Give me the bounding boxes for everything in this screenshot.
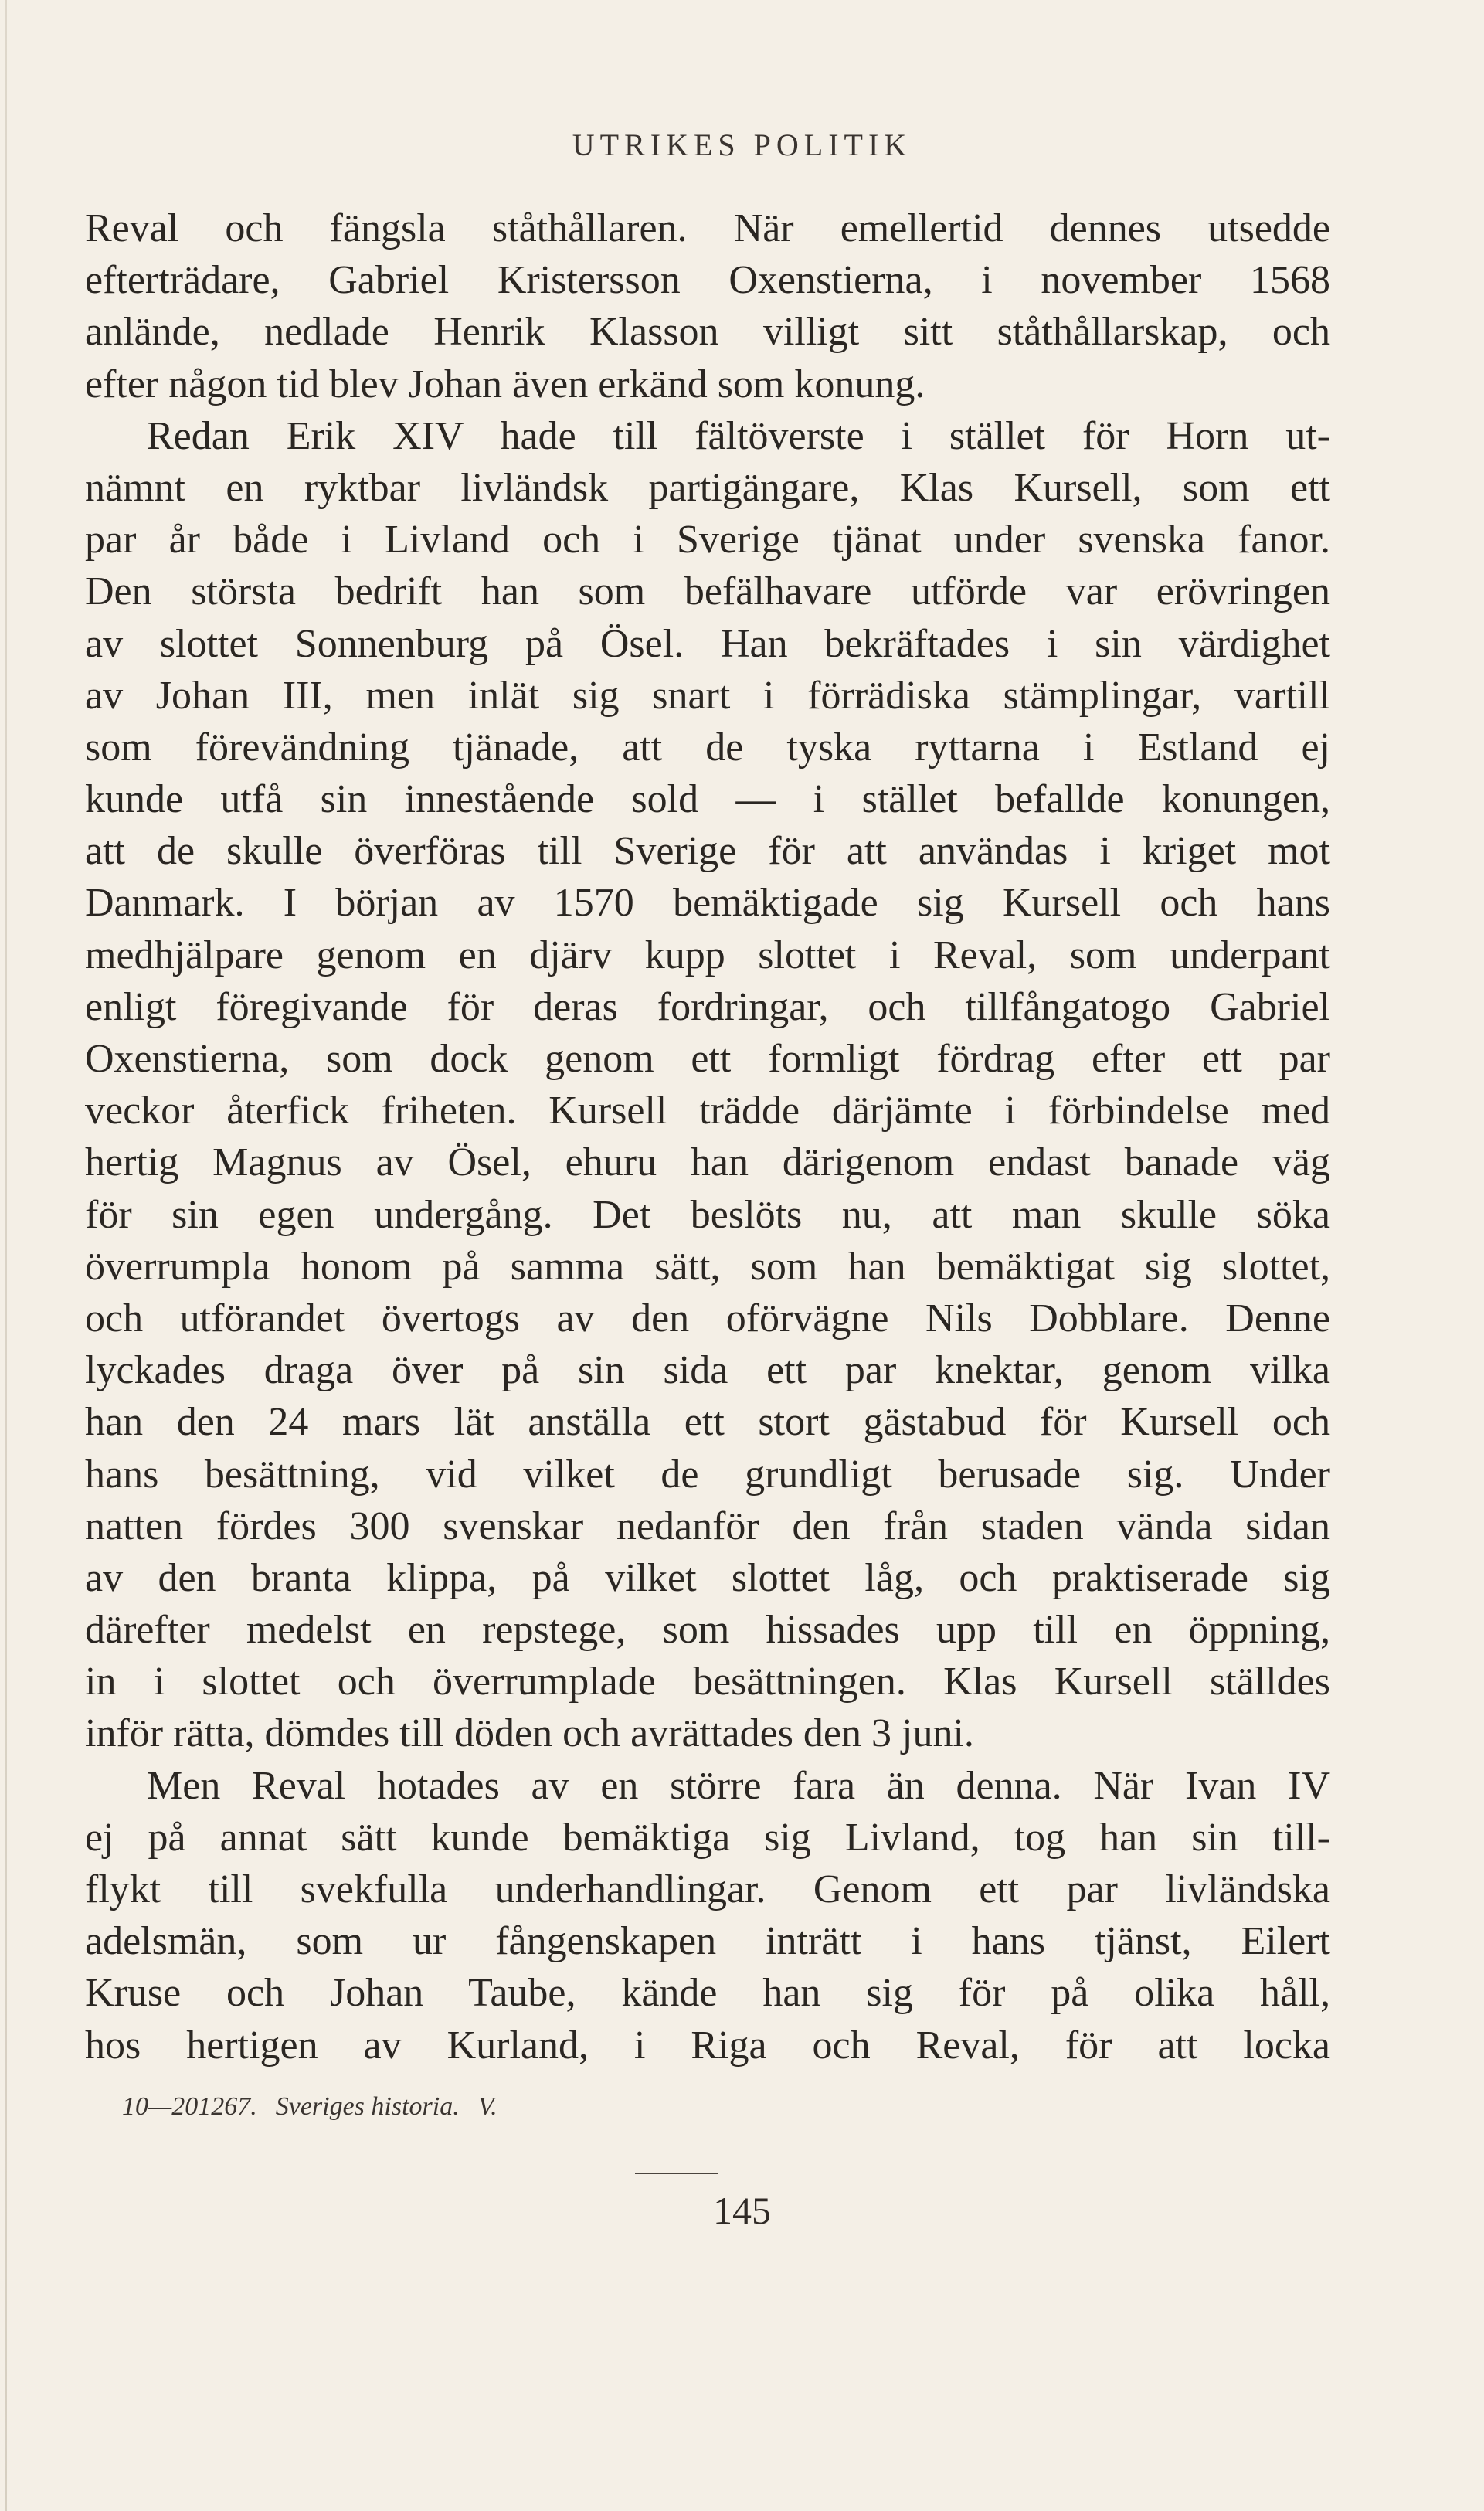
signature-mark xyxy=(122,2092,497,2122)
text-line: därefter medelst en repstege, som hissades upp till en öppning, xyxy=(85,1608,1330,1653)
text-line: par år både i Livland och i Sverige tjänat under svenska fanor. xyxy=(85,518,1330,562)
text-line: av Johan III, men inlät sig snart i förrädiska stämplingar, vartill xyxy=(85,673,1330,718)
text-line: av den branta klippa, på vilket slottet låg, och praktiserade sig xyxy=(85,1555,1330,1600)
text-line: att de skulle överföras till Sverige för att användas i kriget mot xyxy=(85,829,1330,874)
text-line: Den största bedrift han som befälhavare utförde var erövringen xyxy=(85,569,1330,614)
running-head: UTRIKES POLITIK xyxy=(572,127,912,162)
text-line: överrumpla honom på samma sätt, som han bemäktigat sig slottet, xyxy=(85,1244,1330,1289)
text-line: kunde utfå sin innestående sold — i stället befallde konungen, xyxy=(85,777,1330,822)
text-line: nämnt en ryktbar livländsk partigängare, Klas Kursell, som ett xyxy=(85,465,1330,510)
text-line: anlände, nedlade Henrik Klasson villigt sitt ståthållarskap, och xyxy=(85,310,1330,355)
text-line: hans besättning, vid vilket de grundligt berusade sig. Under xyxy=(85,1452,1330,1497)
text-line: han den 24 mars lät anställa ett stort gästabud för Kursell och xyxy=(85,1400,1330,1445)
signature-number: 10—201267. xyxy=(122,2092,257,2121)
text-line: Men Reval hotades av en större fara än denna. När Ivan IV xyxy=(147,1763,1330,1808)
text-line: efterträdare, Gabriel Kristersson Oxenstierna, i november 1568 xyxy=(85,258,1330,303)
text-line: hertig Magnus av Ösel, ehuru han därigenom endast banade väg xyxy=(85,1140,1330,1185)
text-line: natten fördes 300 svenskar nedanför den från staden vända sidan xyxy=(85,1504,1330,1548)
text-line: ej på annat sätt kunde bemäktiga sig Livland, tog han sin till- xyxy=(85,1815,1330,1860)
text-line: och utförandet övertogs av den oförvägne Nils Dobblare. Denne xyxy=(85,1296,1330,1340)
text-line: Oxenstierna, som dock genom ett formligt fördrag efter ett par xyxy=(85,1037,1330,1081)
text-line: inför rätta, dömdes till döden och avrättades den 3 juni. xyxy=(85,1711,974,1756)
footer-rule xyxy=(635,2173,718,2174)
text-line: medhjälpare genom en djärv kupp slottet i Reval, som underpant xyxy=(85,933,1330,977)
text-line: hos hertigen av Kurland, i Riga och Reval, för att locka xyxy=(85,2023,1330,2068)
text-line: adelsmän, som ur fångenskapen inträtt i hans tjänst, Eilert xyxy=(85,1919,1330,1964)
text-line: som förevändning tjänade, att de tyska ryttarna i Estland ej xyxy=(85,725,1330,770)
text-line: lyckades draga över på sin sida ett par knektar, genom vilka xyxy=(85,1348,1330,1393)
body-text xyxy=(85,202,1330,2071)
text-line: flykt till svekfulla underhandlingar. Genom ett par livländska xyxy=(85,1867,1330,1911)
text-line: efter någon tid blev Johan även erkänd som konung. xyxy=(85,362,925,406)
signature-title: Sveriges historia. xyxy=(275,2092,460,2121)
text-line: för sin egen undergång. Det beslöts nu, att man skulle söka xyxy=(85,1192,1330,1237)
text-line: enligt föregivande för deras fordringar, och tillfångatogo Gabriel xyxy=(85,984,1330,1029)
page-edge xyxy=(5,0,7,2511)
text-line: av slottet Sonnenburg på Ösel. Han bekräftades i sin värdighet xyxy=(85,621,1330,666)
text-line: Danmark. I början av 1570 bemäktigade sig Kursell och hans xyxy=(85,881,1330,926)
text-line: veckor återfick friheten. Kursell trädde därjämte i förbindelse med xyxy=(85,1089,1330,1133)
text-line: in i slottet och överrumplade besättningen. Klas Kursell ställdes xyxy=(85,1660,1330,1704)
signature-volume: V. xyxy=(477,2092,497,2121)
text-line: Reval och fängsla ståthållaren. När emellertid dennes utsedde xyxy=(85,206,1330,250)
text-line: Redan Erik XIV hade till fältöverste i stället för Horn ut- xyxy=(147,413,1330,458)
page-number: 145 xyxy=(713,2189,771,2232)
text-line: Kruse och Johan Taube, kände han sig för på olika håll, xyxy=(85,1971,1330,2016)
